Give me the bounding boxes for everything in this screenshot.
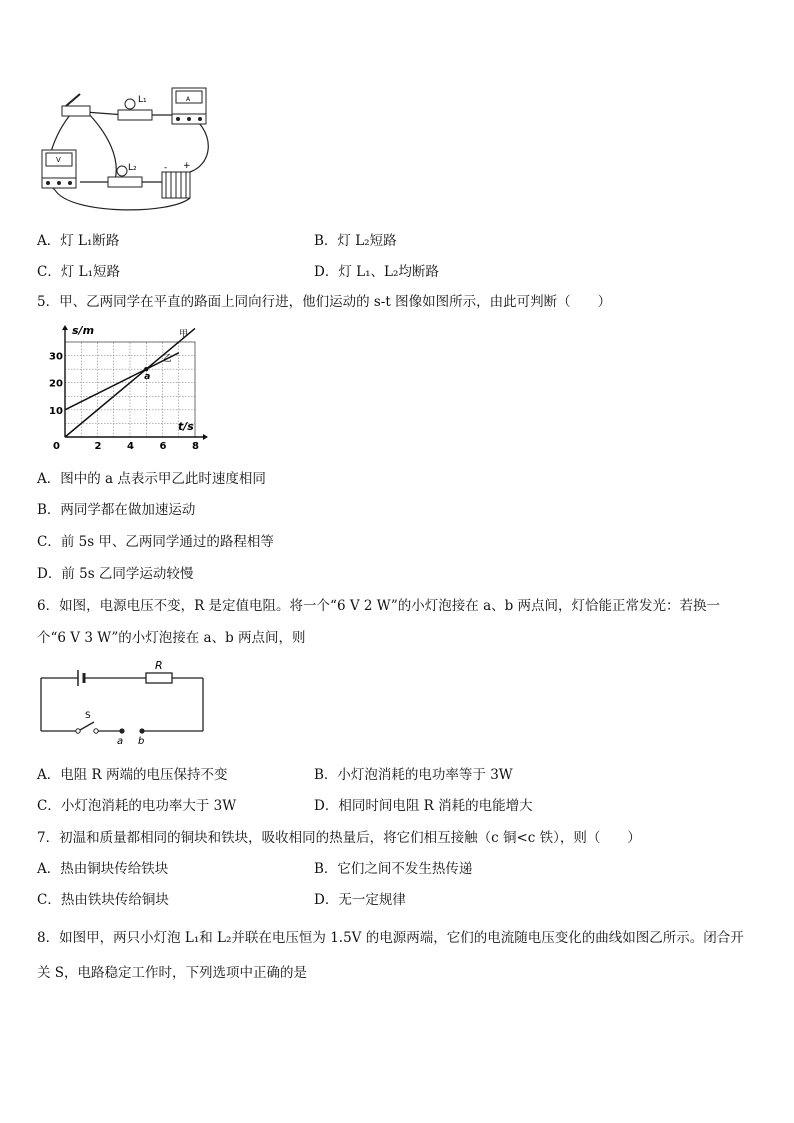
q6-option-c[interactable]: C．小灯泡消耗的电功率大于 3W — [37, 798, 237, 814]
q5-option-b[interactable]: B．两同学都在做加速运动 — [37, 502, 196, 518]
x-tick-label: 0 — [53, 441, 60, 452]
chart-plot-area — [65, 342, 195, 437]
q5-option-c[interactable]: C．前 5s 甲、乙两同学通过的路程相等 — [37, 534, 274, 550]
switch-s-label: S — [85, 711, 91, 721]
battery-icon — [162, 172, 190, 198]
lamp-l1-icon — [118, 99, 152, 120]
y-tick-label: 20 — [49, 378, 63, 390]
q7-option-b[interactable]: B．它们之间不发生热传递 — [314, 861, 473, 877]
q4-option-a[interactable]: A．灯 L₁断路 — [37, 233, 120, 249]
q7-option-d[interactable]: D．无一定规律 — [314, 892, 406, 908]
q4-circuit-figure — [30, 80, 230, 215]
voltmeter-label: V — [56, 156, 61, 164]
x-tick-label: 2 — [94, 441, 102, 452]
lamp-l2-label: L₂ — [128, 163, 137, 173]
x-tick-label: 4 — [127, 441, 134, 452]
q6-stem-line2: 个“6 V 3 W”的小灯泡接在 a、b 两点间，则 — [37, 630, 306, 646]
q6-option-d[interactable]: D．相同时间电阻 R 消耗的电能增大 — [314, 798, 533, 814]
switch-icon — [62, 94, 90, 116]
terminal-a-label: a — [117, 736, 124, 745]
x-tick-label: 8 — [192, 441, 199, 452]
x-tick-label: 6 — [159, 441, 167, 452]
terminal-a-icon — [119, 728, 124, 733]
q6-stem-line1: 6．如图，电源电压不变，R 是定值电阻。将一个“6 V 2 W”的小灯泡接在 a、b 两点间，灯恰能正常发光：若换一 — [37, 598, 721, 614]
q4-option-d[interactable]: D．灯 L₁、L₂均断路 — [314, 264, 439, 280]
y-axis-arrow-icon — [62, 325, 68, 330]
q6-option-a[interactable]: A．电阻 R 两端的电压保持不变 — [37, 767, 228, 783]
ammeter-label: A — [186, 96, 191, 103]
lamp-l2-icon — [108, 166, 142, 187]
y-tick-label: 30 — [49, 351, 63, 363]
st-graph — [38, 322, 208, 452]
q8-stem-line2: 关 S，电路稳定工作时，下列选项中正确的是 — [37, 965, 308, 981]
q6-circuit-figure — [36, 660, 211, 745]
y-tick-label: 10 — [49, 405, 63, 417]
battery-plus-label: + — [183, 161, 191, 171]
intersection-point — [144, 367, 148, 371]
switch-s-icon — [80, 722, 94, 730]
q6-option-b[interactable]: B．小灯泡消耗的电功率等于 3W — [314, 767, 513, 783]
q7-option-a[interactable]: A．热由铜块传给铁块 — [37, 861, 169, 877]
q8-stem-line1: 8．如图甲，两只小灯泡 L₁和 L₂并联在电压恒为 1.5V 的电源两端，它们的电流随电压变化的曲线如图乙所示。闭合开 — [37, 930, 744, 946]
q5-stem: 5．甲、乙两同学在平直的路面上同向行进，他们运动的 s-t 图像如图所示，由此可判断（ ） — [37, 294, 612, 310]
battery-minus-label: - — [164, 163, 168, 173]
series-label: 甲 — [179, 329, 189, 340]
chart-xlabel: t/s — [178, 420, 194, 433]
q5-option-d[interactable]: D．前 5s 乙同学运动较慢 — [37, 566, 194, 582]
q7-stem: 7．初温和质量都相同的铜块和铁块，吸收相同的热量后，将它们相互接触（c 铜<c 铁），则（ ） — [37, 830, 641, 846]
lamp-l1-label: L₁ — [138, 95, 147, 105]
resistor-r-label: R — [155, 660, 163, 672]
q4-option-c[interactable]: C．灯 L₁短路 — [37, 264, 120, 280]
resistor-r-icon — [146, 673, 172, 683]
q7-option-c[interactable]: C．热由铁块传给铜块 — [37, 892, 169, 908]
annotation-label: a — [144, 372, 151, 383]
ammeter-icon — [172, 88, 206, 124]
terminal-b-label: b — [138, 736, 145, 745]
chart-ylabel: s/m — [72, 324, 95, 337]
x-axis-arrow-icon — [203, 434, 208, 440]
series-label: 乙 — [162, 353, 172, 364]
q4-option-b[interactable]: B．灯 L₂短路 — [314, 233, 397, 249]
q5-option-a[interactable]: A．图中的 a 点表示甲乙此时速度相同 — [37, 471, 266, 487]
